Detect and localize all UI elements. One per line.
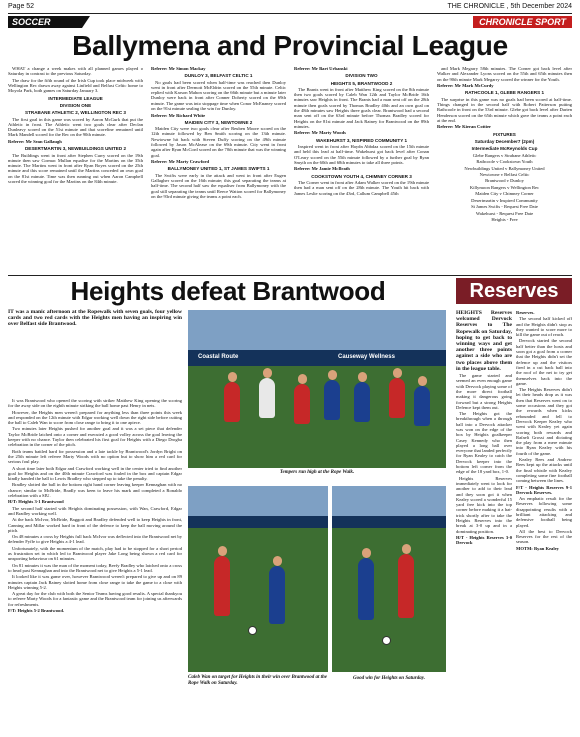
reserves-lead: HEIGHTS Reserves welcomed Dervock Reserves to The Ropewalk on Saturday, hoping to get back to winning ways and get another three points against a side who are two places above them in the league table.: [456, 310, 512, 372]
headline-league: Ballymena and Provincial League: [72, 30, 508, 61]
para: It looked like it was game over, however Brantwood weren't prepared to give up and on 89 minutes captain Jack Rainey slotted home from close range to take the game to a close with Heights winning 5-2.: [8, 574, 182, 590]
hoarding-text: Causeway Wellness: [338, 354, 395, 360]
brand-tag: CHRONICLE SPORT: [473, 16, 572, 28]
caption-main: Tempers run high at the Rope Walk.: [279, 470, 355, 475]
player: [354, 382, 370, 422]
para: The first goal in this game was scored by Aaron McGurk that put the Athletic in front. The Athletic went two goals clear after Declan Dunleavy scored on the 51st minute and that scoreline remained until Mark Mandell scored for the Rec on the 90th minute.: [8, 116, 143, 138]
fixture: Killymoon Rangers v Wellington Rec: [469, 184, 540, 190]
para: No goals had been scored when half-time was reached then Dunloy went in front after Dermott McEldrin scored on the 55th minute. Celtic replied with Karson Mahon scoring on the 66th minute but a minute later Dunloy were back in front after Conner Doherty scored on the 69th minute. The game was into stoppage time when Conor McEnaney scored on the 91st minute sealing the win for Dunloy.: [151, 79, 286, 112]
subhead: DIVISION ONE: [59, 102, 92, 108]
player: [414, 386, 430, 426]
fixture: Wakehurst - Request Free Date: [475, 210, 534, 216]
para: Two minutes later Heights pushed for another goal and it was a set piece that defender Taylor McBride latched onto a corner and executed a good volley across the goal leaving the keeper with no chance. Taylor then celebrated his first goal for Heights with a Diego Drogba celebration in the corner of the pitch.: [8, 426, 182, 448]
match-heading: MAIDEN CITY 3, NEWTOWNE 2: [184, 119, 253, 125]
para: WHAT a change a week makes with all planned games played o Saturday in contrast to the previous Saturday.: [8, 66, 143, 77]
caption-right: Good win for Heights on Saturday.: [352, 676, 426, 681]
halftime-score: H/T: Heights 3-1 Brantwood: [8, 499, 64, 505]
match-heading: COOKSTOWN YOUTH 4, CHIMNEY CORNER 3: [311, 173, 412, 179]
para: Unfortunately, with the momentum of the match, play had to be stopped for a short period as frustration set in which led to Brantwood player Jake Long being shown a red card for unsporting behaviour on 61 minutes.: [8, 545, 182, 562]
fixture: Rathcoole v Cookstown Youth: [476, 159, 533, 165]
para: and Mark Megarry 58th minutes. The Corner got back level after Walker and Alexander Lyons scored on the 55th and 65th minutes then on the 90th minute Mark Megarry scored the winner for the Youth.: [437, 66, 572, 82]
league-col-4: [437, 66, 572, 274]
article-body: [8, 398, 182, 730]
referee: Referee: Mr Mark McCurdy: [437, 83, 494, 89]
fixture: St James Swifts - Request Free Date: [471, 204, 538, 210]
referee: Referee: Mr Bart Urbanski: [294, 66, 348, 71]
fixtures-date: Saturday December7 (2pm): [474, 138, 535, 144]
para: Maiden City were two goals clear after Reuben Moore scored on the 12th minute followed by Ben Smith scoring on the 13th minute. Newtowne hit back with Steven Duffy scoring on the 49th minute followed by Jason McAlease on the 69th minute. City went in front again after Ryan McCord scored on the 70th minute that was the winning goal.: [151, 126, 286, 158]
fixtures-heading: FIXTURES: [493, 131, 516, 137]
para: At the back McIvor, McBride, Baggott and Bradley defended well to keep Heights in front, Canning and Millar worked hard in front of the defence to keep the ball moving around the pitch.: [8, 517, 182, 533]
match-heading: DUNLOY 3, BELFAST CELTIC 1: [184, 73, 253, 79]
man-of-the-match: MOTM: Ryan Kealey: [516, 545, 559, 551]
fixtures-competition: Intermediate McReynolds Cup: [471, 146, 538, 152]
para: Reserves.: [516, 310, 535, 315]
hoarding-text: Coastal Route: [198, 354, 239, 360]
fulltime-score: F/T - Heights Reserves 9-1 Dervock Reserves.: [516, 484, 572, 495]
para: It was Brantwood who opened the scoring with striker Matthew King opening the scoring for the away side on the eighth minute striking the ball home past Henry in nets.: [8, 398, 182, 409]
fixture: Brantwood v Dunloy: [485, 178, 524, 184]
referee: Referee: Mr Simon Mackay: [151, 66, 206, 71]
headline-reserves: Reserves: [456, 278, 572, 304]
match-heading: HEIGHTS 5, BRANTWOOD 2: [330, 80, 393, 86]
football: [248, 626, 257, 635]
player: [324, 380, 340, 420]
league-col-1: [8, 66, 143, 274]
football: [382, 636, 391, 645]
referee: Referee: Mr Marty Woods: [294, 130, 346, 136]
league-col-2: [151, 66, 286, 274]
fixture: Desertmartin v Inspired Community: [471, 197, 538, 203]
player: [214, 556, 230, 616]
player: [259, 378, 275, 418]
subhead: DIVISION TWO: [345, 73, 378, 79]
referee: Referee: Mr Richard White: [151, 112, 206, 118]
para: The Heights got the breakthrough when a through ball into a Dervock attacker was won on the edge of the box by Heights goalkeeper Casey Kennedy who then played a long ball over everyone that landed perfectly for Ryan Kealey to catch the Dervock keeper into the bottom left corner from the edge of the 18 yard box, 1-0.: [456, 411, 512, 475]
fixture: Newtowne v Belfast Celtic: [479, 171, 530, 177]
paper-dateline: THE CHRONICLE , 5th December 2024: [447, 3, 572, 10]
subhead: INTERMEDIATE LEAGUE: [48, 95, 103, 101]
player: [224, 382, 240, 422]
photo-main: [188, 310, 446, 468]
fixture: Heights - Free: [491, 217, 518, 223]
headline-heights: Heights defeat Brantwood: [70, 276, 386, 306]
para: Heights Reserves immediately went to look for another to add to their lead and they soon got it when Kealey scored a wonderful 15 yard free kick into the top corner before making it a hat-trick shortly after to take the Heights Reserves into the break at 3-0 up and in a dominating position.: [456, 475, 512, 534]
para: The game started and seemed an even enough game with Dervock playing some of the more direct football making it dangerous going forward but a strong Heights Defence kept them out.: [456, 373, 512, 410]
player: [398, 554, 414, 618]
para: Kealey Rees and Andrew Rees kept up the attacks until the final whistle with Kealey completing some fine football coming between the lines.: [516, 457, 572, 484]
section-tag: [8, 16, 82, 28]
referee: Referee: Mr Sean Gallaugh: [8, 138, 62, 144]
match-heading: BALLYMONEY UNITED 1, ST JAMES SWIFTS 1: [167, 166, 270, 172]
referee: Referee: Mr Jamie McIlrath: [294, 166, 350, 172]
para: The Corner went in front after Adam Walker scored on the 19th minute then had a man sent off on the 28th minute. The Youth hit back with James Leslie scoring on the 43rd, Callum Campbell 45th: [294, 180, 429, 196]
advertising-hoarding: [188, 350, 446, 366]
player: [294, 384, 310, 424]
photo-left: [188, 486, 328, 672]
referee: Referee: Mr Kieran Cottier: [437, 124, 492, 130]
para: The second half started with Heights dominating possession, with Wan, Crawford, Edgar and Bradley working well.: [8, 505, 182, 516]
fixture: Newbuildings United v Ballymoney United: [464, 165, 545, 171]
para: On 81 minutes it was the man of the moment today, Beefy Bradley who latched onto a cross to head past Kennaghan and into the Brantwood net to give Heights a 5-1 lead.: [8, 562, 182, 573]
fulltime-score: F/T: Heights 5-2 Brantwood.: [8, 607, 65, 613]
league-col-3: [294, 66, 429, 274]
match-heading: WAKEHURST 3, NISPIRED COMMUNITY 1: [315, 137, 408, 143]
section-band: [8, 16, 572, 28]
player: [269, 566, 285, 624]
section-tag-label: SOCCER: [12, 17, 51, 27]
para: The Buildings went in front after Stephen Curry scored on the 19th minute then saw Cormac Mullan equalise for the Martins on the 35th minute. The Martins went in front after Ryan Boyes scored on the 25th minute and this score remained until the Martins conceded an own goal on the 81st minute. Time was then running out when Aaron Campbell scored the winning goal for the Martins on the 84th minute.: [8, 152, 143, 185]
para: The surprise in this game was no goals had been scored at half-time. Things changed in the second half with Robert Patterson putting Rathcoole in front on the 53rd minute. Glebe got back level after Darien Henderson scored on the 65th minute which gave the teams a point each at the end.: [437, 96, 572, 123]
para: Inspired went in front after Haydn Abbdaa scored on the 15th minute and held this lead at half-time. Wakehurst got back level after Conan O'Leary scored on the 55th minute followed by a further goal by Ryan Smyth on the 60th and 68th minutes to take all three points.: [294, 144, 429, 165]
page-header: [8, 3, 572, 13]
player: [358, 558, 374, 620]
page-number: Page 52: [8, 3, 35, 10]
fixture: Glebe Rangers v Strabane Athletic: [472, 152, 537, 158]
para: However, the Heights men weren't prepared for anything less than three points this week and responded on the 12th minute with Edgar working well down the right side before cutting the ball to Caleb Wan to score from close range to bring it to one apiece.: [8, 409, 182, 426]
para: Dervock started the second half better than the hosts and soon got a goal from a corner that the Heights didn't set the defence up and the visitors fired in a cut back ball into the roof of the net to try get themselves back into the game.: [516, 338, 572, 386]
match-heading: DESERTMARTIN 3, NEWBUILDINGS UNITED 2: [24, 146, 127, 152]
header-rule: [8, 13, 572, 14]
para: The Heights Reserves didn't let their heads drop as it was then that Reserves went on to some occasions and they got the rewards when kicks rebounded and fell to Dervock Keeper Kealey who went with Kealey yet again scoring both rewards and Rafaeli Grossi and dictating the play from a mere minute into Ryan Kealey with his fourth of the game.: [516, 387, 572, 456]
para: All the best to Dervock Reserves for the rest of the season.: [516, 528, 572, 545]
para: An emphatic result for the Reserves following some disappointing results with a brilliant attacking and defensive football being played.: [516, 496, 572, 528]
reserves-col-2: [516, 310, 572, 730]
para: A short time later both Edgar and Crawford working well in the center tried to find another goal for Heights and on the 40th minute Crawford was fouled in the box and captain Edgar kindly handed the ball to Lewis Bradley who stepped up to take the penalty.: [8, 465, 182, 482]
halftime-score: H/T - Heights Reserves 3-0 Dervock: [456, 534, 512, 546]
match-heading: RATHCOOLE 1, GLEBE RANGERS 1: [464, 90, 545, 96]
referee: Referee: Mr Marty Crawford: [151, 159, 210, 165]
para: A great day for the club with both the Senior Teams having good results. A special thankyou to referee Marty Woods for a fantastic game and the Brantwood team for joining us afterwards for refreshments.: [8, 591, 182, 607]
league-report: [8, 66, 572, 274]
para: The second half kicked off and the Heights didn't stop as they wanted to score more to kill the game out of reach.: [516, 316, 572, 338]
para: On 48 minutes a cross by Heights full back McIvor was deflected into the Brantwood net by defender Fyffe to give Heights a 4-1 lead.: [8, 534, 182, 545]
article-lead: IT was a manic afternoon at the Ropewalk with seven goals, four yellow cards and two red cards with the Heights men having an inspiring win over Belfast side Brantwood.: [8, 309, 182, 328]
para: The draw for the fifth round of the Irish Cup took place midweek with Wellington Rec drawn away against Linfield and Belfast Celtic home to Moyola Park, both games on Saturday January 3.: [8, 77, 143, 94]
para: Both teams battled hard for possession and a late tackle by Brantwood's Jordyn Bright on the 25th minute left referee Marty Woods with no option but to show him a red card for serious foul play.: [8, 448, 182, 465]
para: Bradley slotted the ball in the bottom right hand corner leaving keeper Kennaghan with no chance; similar to McBride, Bradly was keen to leave his mark and completed a Ronaldo celebration with a SIU.: [8, 482, 182, 499]
player: [389, 378, 405, 418]
para: The Brants went in front after Matthew King scored on the 8th minute then two goals scored by Caleb Wan 12th and Taylor McBride 16th minutes saw Heights in front. The Brants had a man sent off on the 28th minute then goals scored by Thomas Bradley 40th and an own goal on the 48th minutes saw Heights three goals clear. Brantwood had a second man sent off on the 63rd minute before Thomas Bradley scored for Heights on the 81st minute and Jack Rainey for Brantwood on the 89th minutes.: [294, 86, 429, 129]
caption-left: Caleb Wan on target for Heights in their win over Brantwood at the Rope Walk on Saturday.: [188, 675, 328, 686]
photo-right: [332, 486, 446, 672]
match-heading: STRABANE ATHLETIC 2, WELLINGTON REC 3: [25, 110, 126, 116]
fixture: Maiden City v Chimney Corner: [475, 191, 534, 197]
reserves-col-1: [456, 310, 512, 730]
para: The Swifts were early in the attack and went in front after Eugen Gallagher scored on the 16th minute; this goal separating the teams at half-time. The second half saw the equaliser from Ballymoney with the goal still separating the teams until Reece Watton scored for Ballymoney on the 93rd minute giving the teams a point each.: [151, 172, 286, 199]
